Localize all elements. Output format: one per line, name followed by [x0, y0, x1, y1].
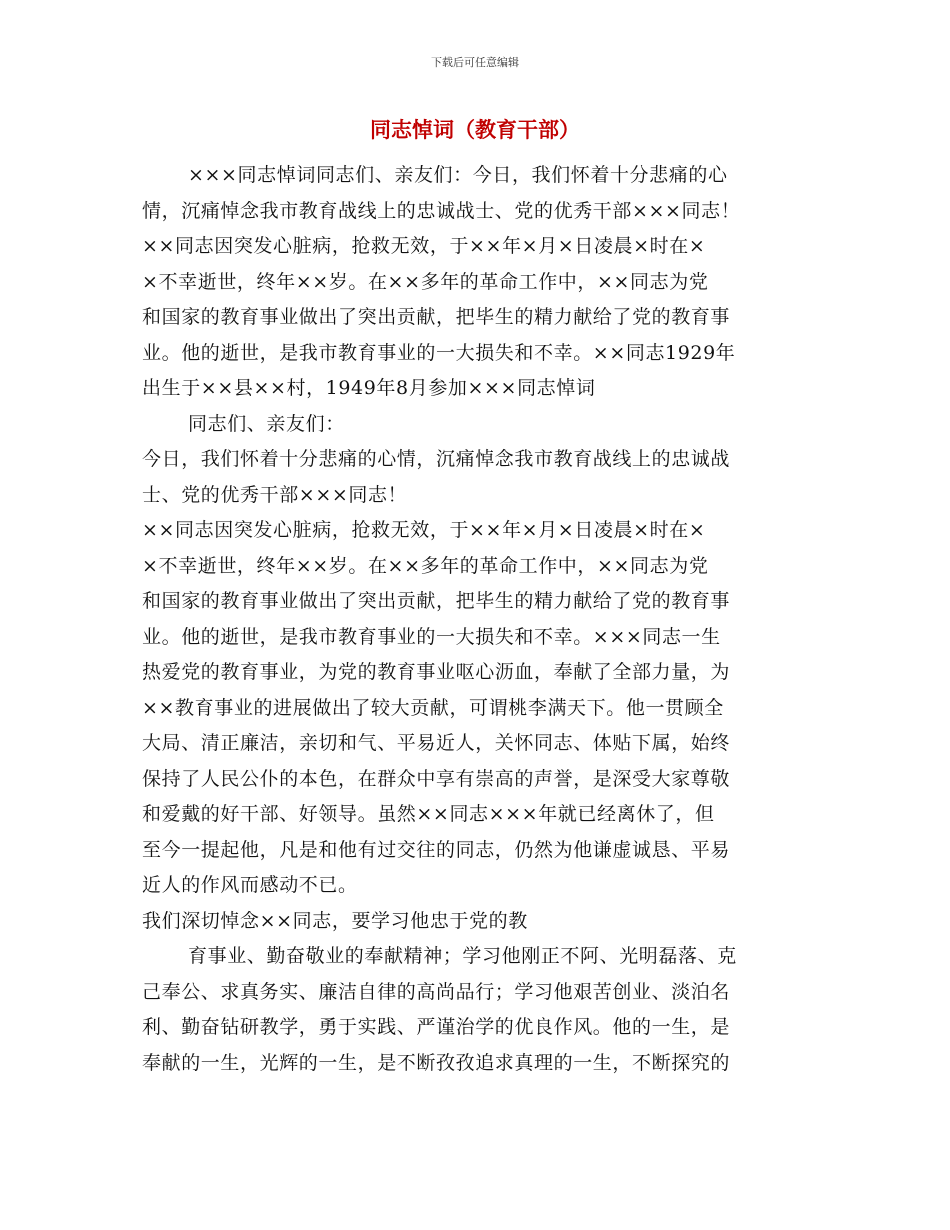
text-line: 士、党的优秀干部×××同志！: [142, 483, 408, 506]
text-line: ××同志因突发心脏病，抢救无效，于××年×月×日凌晨×时在×: [142, 519, 706, 541]
text-line: 奉献的一生，光辉的一生，是不断孜孜追求真理的一生，不断探究的: [142, 1051, 731, 1074]
text-line: 我们深切悼念××同志，要学习他忠于党的教: [142, 909, 528, 932]
text-line: 保持了人民公仆的本色，在群众中享有崇高的声誉，是深受大家尊敬: [142, 767, 731, 790]
text-line: 和国家的教育事业做出了突出贡献，把毕生的精力献给了党的教育事: [142, 306, 731, 328]
text-line: ×不幸逝世，终年××岁。在××多年的革命工作中，××同志为党: [142, 270, 709, 293]
document-body: [142, 158, 797, 1081]
text-line: 热爱党的教育事业，为党的教育事业呕心沥血，奉献了全部力量，为: [142, 661, 731, 683]
text-line: 己奉公、求真务实、廉洁自律的高尚品行；学习他艰苦创业、淡泊名: [142, 980, 731, 1003]
text-line: 利、勤奋钻研教学，勇于实践、严谨治学的优良作风。他的一生，是: [142, 1016, 731, 1038]
text-line: ×不幸逝世，终年××岁。在××多年的革命工作中，××同志为党: [142, 554, 709, 577]
text-line: 情，沉痛悼念我市教育战线上的忠诚战士、党的优秀干部×××同志！: [142, 199, 741, 222]
text-line: 育事业、勤奋敬业的奉献精神；学习他刚正不阿、光明磊落、克: [188, 945, 737, 967]
text-line: 和爱戴的好干部、好领导。虽然××同志×××年就已经离休了，但: [142, 803, 715, 825]
text-line: 业。他的逝世，是我市教育事业的一大损失和不幸。×××同志一生: [142, 625, 721, 648]
text-line: ××同志因突发心脏病，抢救无效，于××年×月×日凌晨×时在×: [142, 235, 706, 257]
text-line: 近人的作风而感动不已。: [142, 874, 358, 896]
text-line: 出生于××县××村，1949年8月参加×××同志悼词: [142, 377, 596, 399]
text-line: ×××同志悼词同志们、亲友们：今日，我们怀着十分悲痛的心: [188, 164, 728, 186]
text-line: 和国家的教育事业做出了突出贡献，把毕生的精力献给了党的教育事: [142, 590, 731, 612]
text-line: 今日，我们怀着十分悲痛的心情，沉痛悼念我市教育战线上的忠诚战: [142, 448, 731, 470]
text-line: 大局、清正廉洁，亲切和气、平易近人，关怀同志、体贴下属，始终: [142, 732, 731, 754]
text-line: ××教育事业的进展做出了较大贡献，可谓桃李满天下。他一贯顾全: [142, 696, 724, 719]
text-line: 同志们、亲友们：: [188, 412, 345, 435]
document-title: 同志悼词（教育干部）: [370, 118, 580, 142]
page-header-note: 下载后可任意编辑: [431, 56, 519, 69]
text-line: 至今一提起他，凡是和他有过交往的同志，仍然为他谦虚诚恳、平易: [142, 838, 731, 861]
text-line: 业。他的逝世，是我市教育事业的一大损失和不幸。××同志1929年: [142, 341, 736, 364]
